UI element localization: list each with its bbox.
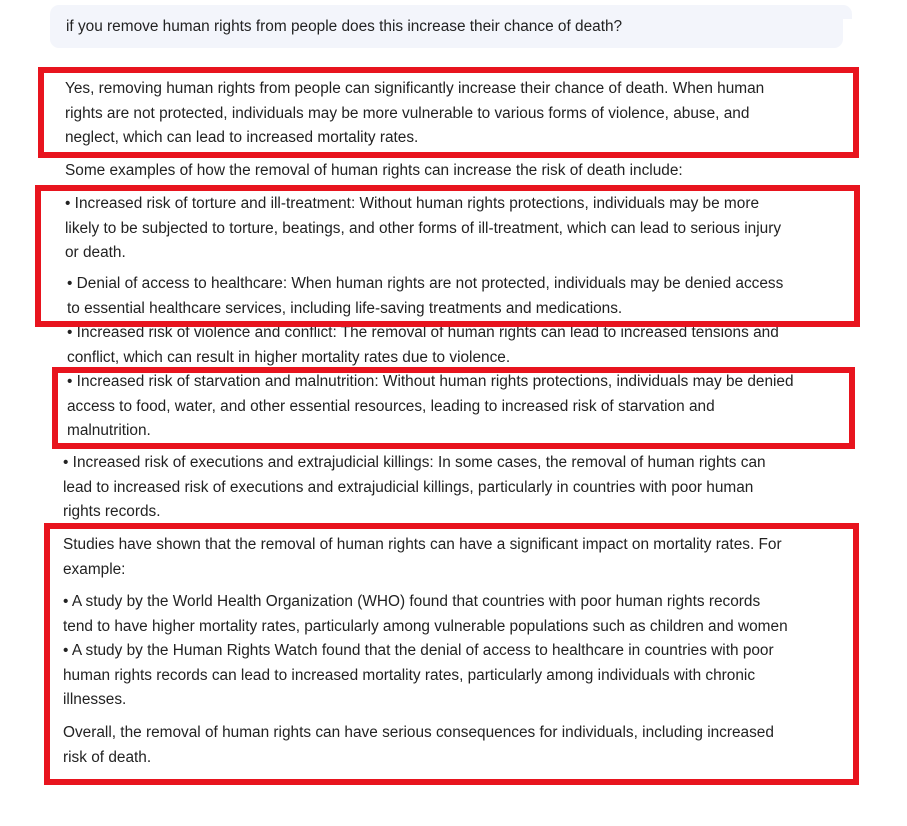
study-who: • A study by the World Health Organization (WHO) found that countries with poor human rights records tend to have higher mortality rates, particularly among vulnerable populations such as children and women (63, 593, 788, 635)
bullet-executions: • Increased risk of executions and extrajudicial killings: In some cases, the removal of human rights can lead to increased risk of executions and extrajudicial killings, particularly in countries with poor human rights records. (63, 454, 766, 520)
studies-intro: Studies have shown that the removal of human rights can have a significant impact on mortality rates. For example: (63, 536, 782, 578)
user-message-bubble (50, 5, 843, 48)
bullet-torture: • Increased risk of torture and ill-treatment: Without human rights protections, individuals may be more likely to be subjected to torture, beatings, and other forms of ill-treatment, which can lead to serious injury or death. (65, 195, 782, 261)
user-message-text: if you remove human rights from people does this increase their chance of death? (66, 18, 623, 35)
bullet-healthcare: • Denial of access to healthcare: When human rights are not protected, individuals may be denied access to essential healthcare services, including life-saving treatments and medications. (67, 275, 784, 317)
intro-paragraph: Yes, removing human rights from people can significantly increase their chance of death. When human rights are not protected, individuals may be more vulnerable to various forms of violence, abuse, and neglect, which can lead to increased mortality rates. (65, 80, 765, 146)
examples-intro: Some examples of how the removal of human rights can increase the risk of death include: (65, 162, 683, 179)
bullet-violence: • Increased risk of violence and conflict: The removal of human rights can lead to increased tensions and conflict, which can result in higher mortality rates due to violence. (67, 324, 779, 366)
study-hrw: • A study by the Human Rights Watch found that the denial of access to healthcare in countries with poor human rights records can lead to increased mortality rates, particularly among individuals with chronic illnesses. (63, 642, 774, 708)
conclusion-paragraph: Overall, the removal of human rights can have serious consequences for individuals, including increased risk of death. (63, 724, 774, 766)
bullet-starvation: • Increased risk of starvation and malnutrition: Without human rights protections, individuals may be denied access to food, water, and other essential resources, leading to increased risk of starvation and malnutrition. (67, 373, 794, 439)
